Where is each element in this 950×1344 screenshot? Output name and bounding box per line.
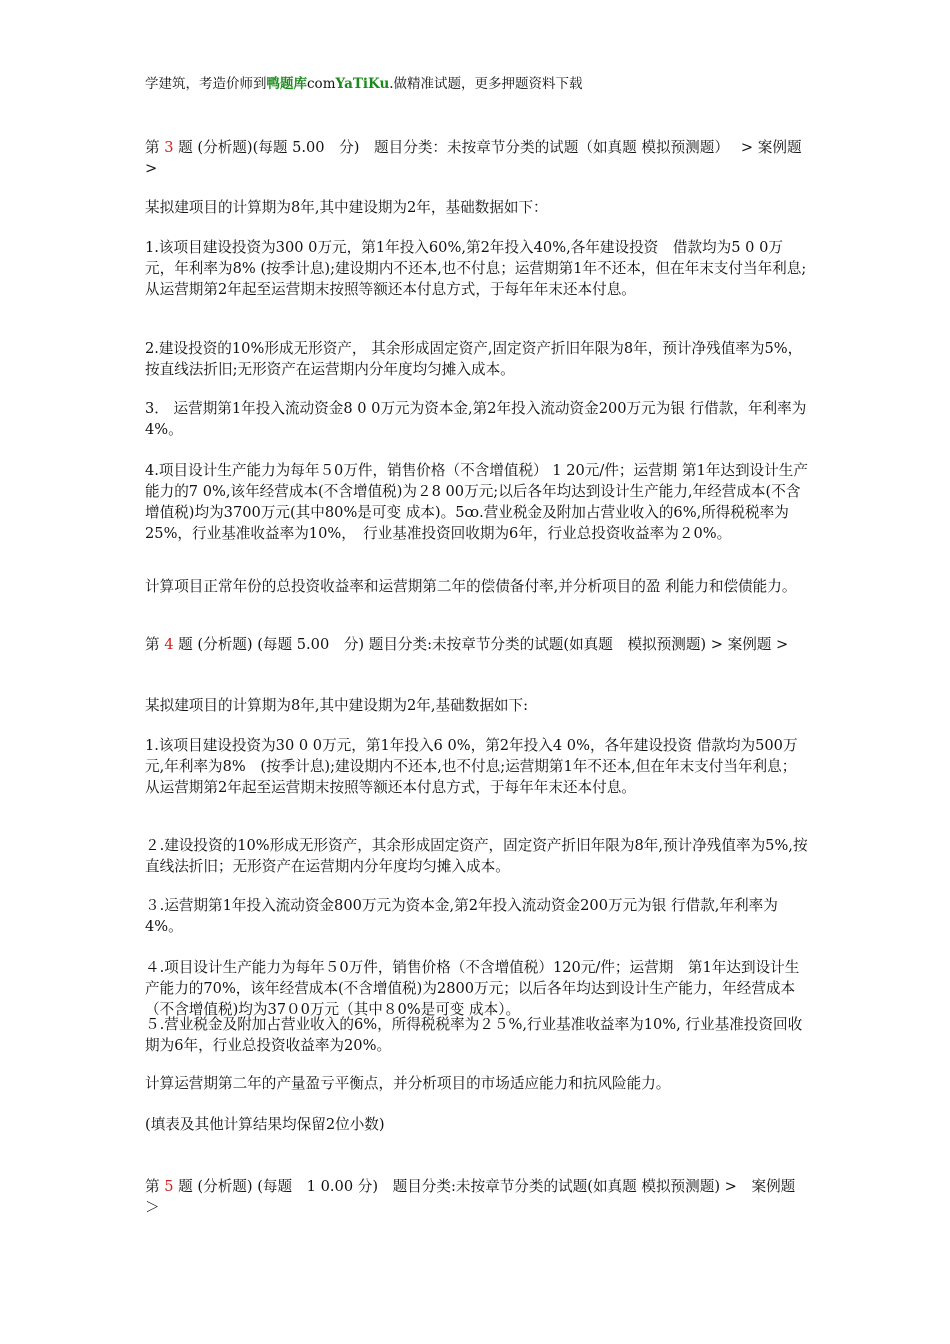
q3-item-2: 2.建设投资的10%形成无形资产， 其余形成固定资产,固定资产折旧年限为8年，预计净残值率为5%，按直线法折旧;无形资产在运营期内分年度均匀摊入成本。 — [145, 340, 803, 378]
q3-item-4: 4.项目设计生产能力为每年５0万件，销售价格（不含增值税） 1 20元/件；运营期 第1年达到设计生产能力的7 0%,该年经营成本(不含增值税)为２8 00万元;以后各年均达到设计生产能力,年经营成本(不含增值税)均为3700万元(其中80%是可变 成本)。5ꝏ.营业税金及附加占营业收入的6%,所得税税率为25%，行业基准收益率为10%， 行业基准投资回收期为6年，行业总投资收益率为２0%。 — [145, 462, 808, 542]
brand-yatiku[interactable]: YaTiKu — [335, 76, 390, 92]
q4-intro: 某拟建项目的计算期为8年,其中建设期为2年,基础数据如下: — [145, 697, 529, 714]
q5-number: 5 — [164, 1178, 174, 1195]
header-prefix: 学建筑，考造价师到 — [145, 76, 267, 92]
q3-intro: 某拟建项目的计算期为8年,其中建设期为2年，基础数据如下： — [145, 199, 548, 216]
q4-item-3: ３.运营期第1年投入流动资金800万元为资本金,第2年投入流动资金200万元为银 行借款,年利率为4%。 — [145, 897, 778, 935]
brand-com: com — [307, 76, 336, 92]
q4-item-1: 1.该项目建设投资为30 0 0万元，第1年投入6 0%，第2年投入4 0%，各年建设投资 借款均为500万元,年利率为8% (按季计息);建设期内不还本,也不付息;运营期第1年不还本,但在年末支付当年利息；从运营期第2年起至运营期末按照等额还本付息方式，于每年年末还本付息。 — [145, 737, 798, 796]
q3-item-3: 3． 运营期第1年投入流动资金8 0 0万元为资本金,第2年投入流动资金200万元为银 行借款，年利率为4%。 — [145, 400, 807, 438]
q5-heading: 第 5 题 (分析题) (每题 1 0.00 分) 题目分类:未按章节分类的试题(如真题 模拟预测题) > 案例题 ＞ — [145, 1178, 796, 1216]
q3-item-1: 1.该项目建设投资为300 0万元，第1年投入60%,第2年投入40%,各年建设投资 借款均为5 0 0万元，年利率为8% (按季计息);建设期内不还本,也不付息；运营期第1年不还本，但在年末支付当年利息;从运营期第2年起至运营期末按照等额还本付息方式，于每年年末还本付息。 — [145, 239, 807, 298]
q4-task: 计算运营期第二年的产量盈亏平衡点，并分析项目的市场适应能力和抗风险能力。 — [145, 1075, 671, 1092]
q4-note: (填表及其他计算结果均保留2位小数) — [145, 1116, 385, 1133]
site-header — [145, 72, 583, 92]
q3-task: 计算项目正常年份的总投资收益率和运营期第二年的偿债备付率,并分析项目的盈 利能力和偿债能力。 — [145, 578, 797, 595]
q4-item-4a: ４.项目设计生产能力为每年５0万件，销售价格（不含增值税）120元/件；运营期 第1年达到设计生产能力的70%，该年经营成本(不含增值税)为2800万元；以后各年均达到设计生产能力，年经营成本（不含增值税)均为37０0万元（其中８0%是可变 成本）。 — [145, 959, 800, 1018]
header-suffix: .做精准试题，更多押题资料下载 — [389, 76, 583, 92]
q3-number: 3 — [164, 139, 174, 156]
q3-heading: 第 3 题 (分析题)(每题 5.00 分) 题目分类：未按章节分类的试题（如真题 模拟预测题） > 案例题 > — [145, 139, 802, 177]
q4-number: 4 — [164, 636, 174, 653]
q4-item-2: ２.建设投资的10%形成无形资产，其余形成固定资产，固定资产折旧年限为8年,预计净残值率为5%,按直线法折旧；无形资产在运营期内分年度均匀摊入成本。 — [145, 837, 808, 875]
q4-item-4b: ５.营业税金及附加占营业收入的6%，所得税税率为２５%,行业基准收益率为10%, 行业基准投资回收期为6年，行业总投资收益率为20%。 — [145, 1016, 803, 1054]
brand-name[interactable]: 鸭题库 — [266, 76, 307, 92]
q4-heading: 第 4 题 (分析题) (每题 5.00 分) 题目分类:未按章节分类的试题(如真题 模拟预测题) > 案例题 > — [145, 636, 789, 653]
